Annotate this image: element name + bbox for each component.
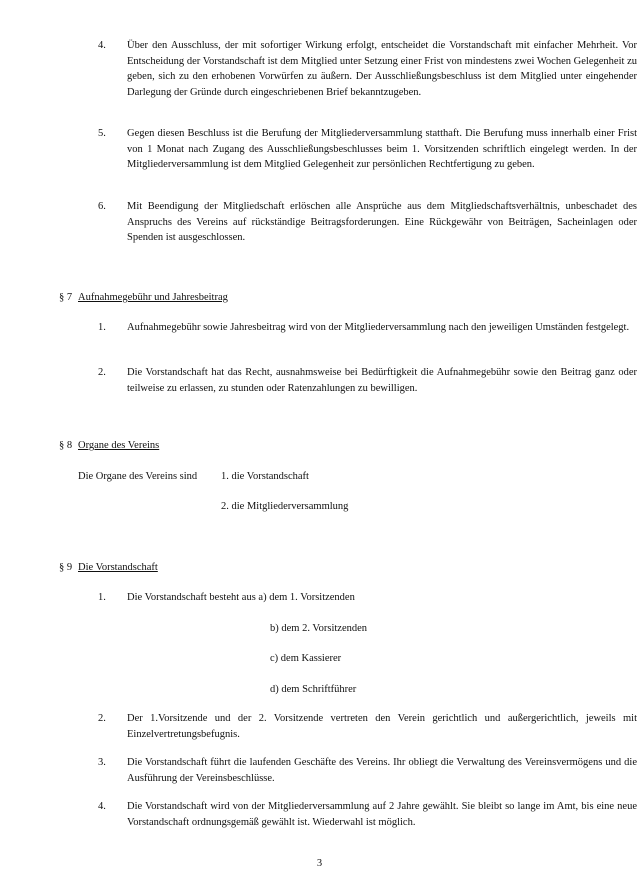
- organs-intro: Die Organe des Vereins sind: [78, 471, 198, 482]
- list-item-text: Aufnahmegebühr sowie Jahresbeitrag wird von der Mitgliederversammlung nach den jeweiligen Umständen festgelegt.: [127, 322, 630, 333]
- list-item-number: 1.: [98, 592, 106, 603]
- board-member: d) dem Schriftführer: [270, 684, 357, 695]
- list-item-text: Die Vorstandschaft hat das Recht, ausnahmsweise bei Bedürftigkeit die Aufnahmegebühr sowie den Beitrag ganz oder teilweise zu erlassen, zu stunden oder Ratenzahlungen zu bewilligen.: [127, 367, 637, 394]
- list-item-number: 4.: [98, 40, 106, 51]
- section-number: § 8: [59, 440, 73, 451]
- list-item-text: Mit Beendigung der Mitgliedschaft erlöschen alle Ansprüche aus dem Mitgliedschaftsverhältnis, unbeschadet des Anspruchs des Vereins auf rückständige Beitragsforderungen. Eine Rückgewähr von Beiträgen, Sacheinlagen oder Spenden ist ausgeschlossen.: [127, 201, 637, 243]
- section-title: Aufnahmegebühr und Jahresbeitrag: [78, 292, 228, 303]
- section-number: § 7: [59, 292, 73, 303]
- list-item-number: 2.: [98, 367, 106, 378]
- organ-item: 1. die Vorstandschaft: [221, 471, 309, 482]
- list-item-text: Der 1.Vorsitzende und der 2. Vorsitzende vertreten den Verein gerichtlich und außergerichtlich, jeweils mit Einzelvertretungsbefugnis.: [127, 713, 637, 740]
- list-item-text: Über den Ausschluss, der mit sofortiger Wirkung erfolgt, entscheidet die Vorstandschaft mit einfacher Mehrheit. Vor Entscheidung der Vorstandschaft ist dem Mitglied unter Setzung einer Frist von mindestens zwei Wochen Gelegenheit zu geben, sich zu den erhobenen Vorwürfen zu äußern. Der Ausschließungsbeschluss ist dem Mitglied unter eingehender Darlegung der Gründe durch eingeschriebenen Brief bekanntzugeben.: [127, 40, 637, 98]
- section-number: § 9: [59, 562, 73, 573]
- list-item-number: 1.: [98, 322, 106, 333]
- list-item-text: Die Vorstandschaft führt die laufenden Geschäfte des Vereins. Ihr obliegt die Verwaltung des Vereinsvermögens und die Ausführung der Vereinsbeschlüsse.: [127, 757, 637, 784]
- section-heading-7: [59, 290, 459, 306]
- list-item-number: 3.: [98, 757, 106, 768]
- board-member: c) dem Kassierer: [270, 653, 342, 664]
- organ-item: 2. die Mitgliederversammlung: [221, 501, 349, 512]
- section-title: Die Vorstandschaft: [78, 562, 158, 573]
- list-item-text: Die Vorstandschaft besteht aus a) dem 1. Vorsitzenden: [127, 592, 355, 603]
- list-item-number: 5.: [98, 128, 106, 139]
- section-heading-9: [59, 560, 459, 576]
- section-title: Organe des Vereins: [78, 440, 160, 451]
- page-number: 3: [316, 858, 323, 869]
- list-item-text: Gegen diesen Beschluss ist die Berufung der Mitgliederversammlung statthaft. Die Berufung muss innerhalb einer Frist von 1 Monat nach Zugang des Ausschließungsbeschlusses beim 1. Vorsitzenden schriftlich eingelegt werden. In der Mitgliederversammlung ist dem Mitglied Gelegenheit zur persönlichen Rechtfertigung zu geben.: [127, 128, 637, 170]
- section-heading-8: [59, 438, 459, 454]
- list-item-number: 6.: [98, 201, 106, 212]
- list-item-text: Die Vorstandschaft wird von der Mitgliederversammlung auf 2 Jahre gewählt. Sie bleibt so lange im Amt, bis eine neue Vorstandschaft ordnungsgemäß gewählt ist. Wiederwahl ist möglich.: [127, 801, 637, 828]
- board-member: b) dem 2. Vorsitzenden: [270, 623, 368, 634]
- list-item-number: 4.: [98, 801, 106, 812]
- list-item-number: 2.: [98, 713, 106, 724]
